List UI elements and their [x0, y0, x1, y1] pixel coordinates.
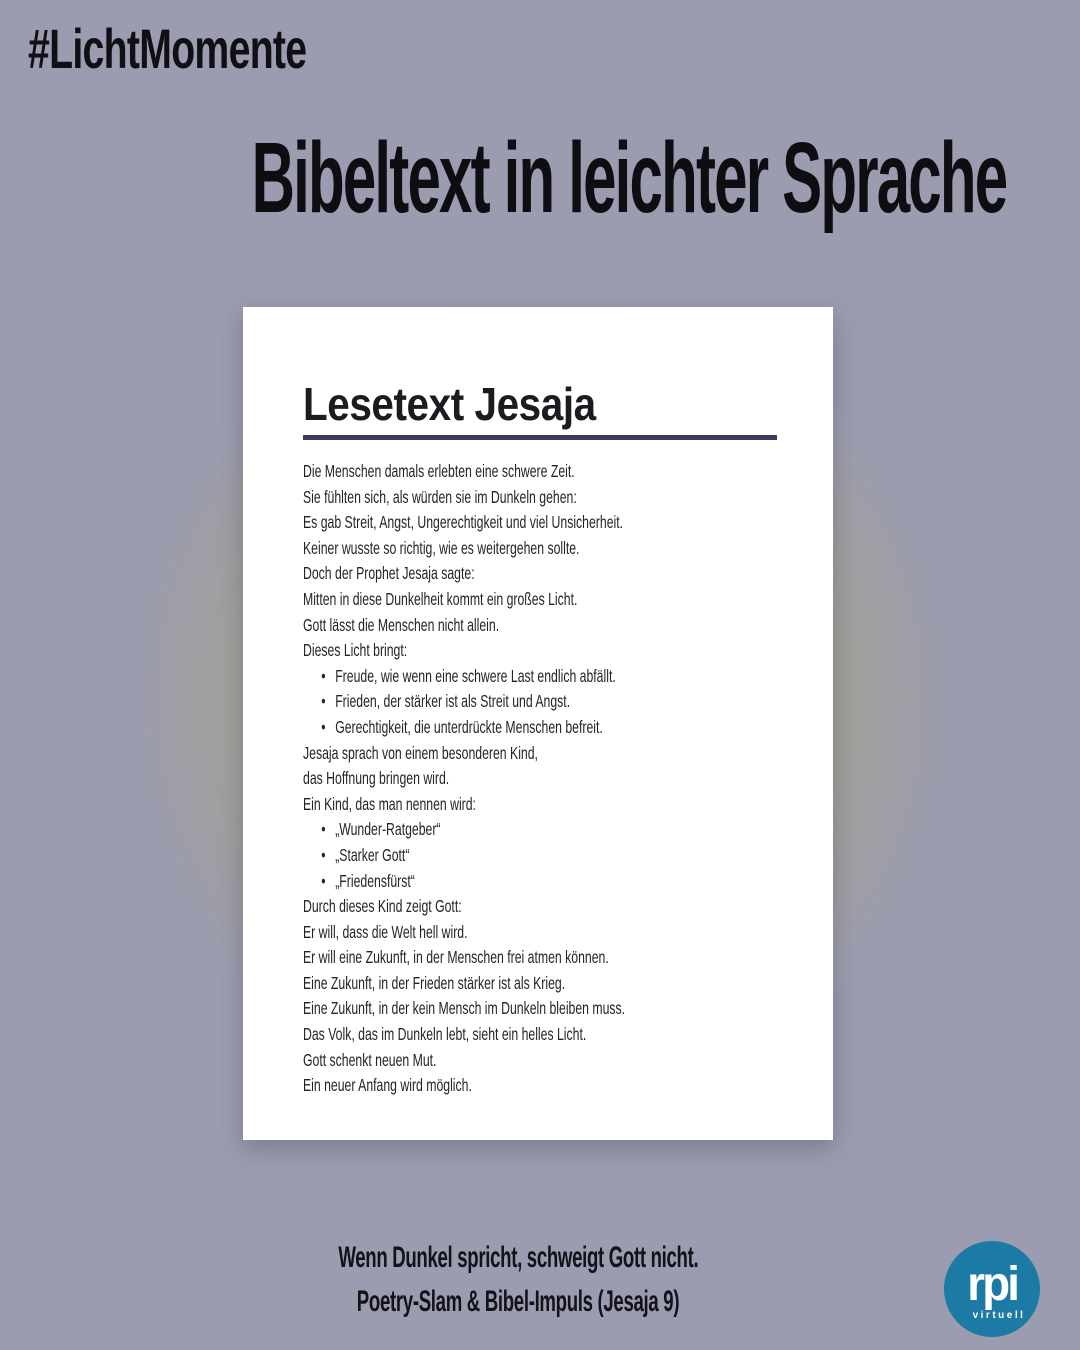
text-line: Keiner wusste so richtig, wie es weitergehen sollte. — [303, 537, 580, 558]
bullet-item: • „Friedensfürst“ — [303, 869, 793, 895]
bullet-item: • Gerechtigkeit, die unterdrückte Menschen befreit. — [303, 715, 793, 741]
card-title: Lesetext Jesaja — [303, 378, 596, 430]
divider-rule — [303, 435, 777, 440]
text-line: Eine Zukunft, in der kein Mensch im Dunkeln bleiben muss. — [303, 998, 626, 1019]
hashtag: #LichtMomente — [28, 17, 307, 80]
text-line: Jesaja sprach von einem besonderen Kind, — [303, 742, 538, 763]
text-line: Ein Kind, das man nennen wird: — [303, 793, 476, 814]
text-line: Die Menschen damals erlebten eine schwere Zeit. — [303, 461, 575, 481]
slogan-line — [0, 1236, 1036, 1280]
text-line: das Hoffnung bringen wird. — [303, 768, 450, 789]
bullet-item: • Frieden, der stärker ist als Streit und Angst. — [303, 689, 793, 715]
logo-text: rpi — [967, 1258, 1017, 1311]
bullet-item: • Freude, wie wenn eine schwere Last endlich abfällt. — [303, 664, 793, 690]
text-line: Gott schenkt neuen Mut. — [303, 1049, 437, 1070]
text-line: Mitten in diese Dunkelheit kommt ein großes Licht. — [303, 588, 578, 609]
text-line: Doch der Prophet Jesaja sagte: — [303, 563, 475, 584]
bullet-item: • „Wunder-Ratgeber“ — [303, 817, 793, 843]
subtitle-text: Poetry-Slam & Bibel-Impuls (Jesaja 9) — [356, 1285, 680, 1318]
rpi-virtuell-logo — [944, 1241, 1040, 1337]
text-line: Es gab Streit, Angst, Ungerechtigkeit und viel Unsicherheit. — [303, 512, 624, 533]
text-line: Eine Zukunft, in der Frieden stärker ist als Krieg. — [303, 972, 566, 993]
reading-card — [243, 307, 833, 1140]
logo-subtext: virtuell — [972, 1310, 1026, 1321]
text-line: Sie fühlten sich, als würden sie im Dunkeln gehen: — [303, 486, 577, 507]
text-line: Das Volk, das im Dunkeln lebt, sieht ein helles Licht. — [303, 1024, 587, 1045]
text-line: Gott lässt die Menschen nicht allein. — [303, 614, 500, 635]
main-title-wrap — [0, 122, 1080, 234]
text-line: Er will eine Zukunft, in der Menschen frei atmen können. — [303, 947, 609, 968]
slogan-text: Wenn Dunkel spricht, schweigt Gott nicht. — [337, 1241, 699, 1274]
subtitle-line — [0, 1280, 1036, 1324]
page-title: Bibeltext in leichter Sprache — [251, 122, 1007, 234]
text-line: Dieses Licht bringt: — [303, 640, 408, 661]
text-line: Durch dieses Kind zeigt Gott: — [303, 896, 462, 917]
text-line: Er will, dass die Welt hell wird. — [303, 921, 468, 942]
text-line: Ein neuer Anfang wird möglich. — [303, 1075, 472, 1096]
footer-caption — [0, 1236, 1036, 1324]
card-body — [303, 459, 793, 1099]
bullet-item: • „Starker Gott“ — [303, 843, 793, 869]
